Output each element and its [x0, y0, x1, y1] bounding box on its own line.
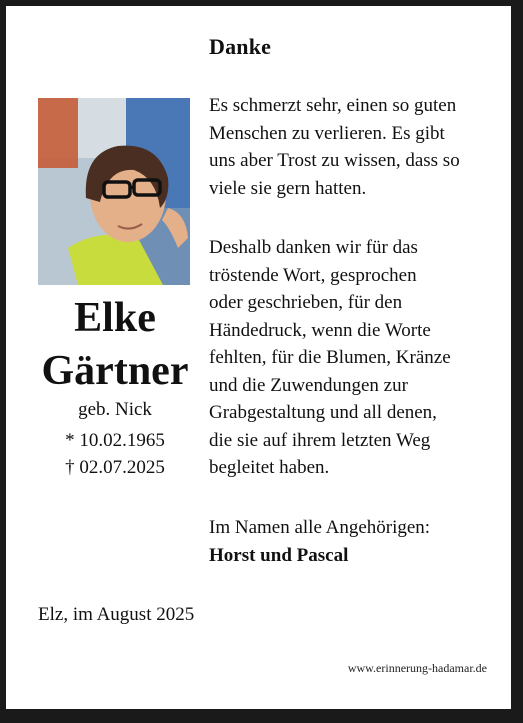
- message-line: und die Zuwendungen zur: [209, 374, 408, 396]
- message-line: Deshalb danken wir für das: [209, 237, 418, 258]
- message-paragraph-1: [209, 92, 460, 202]
- place-date: Elz, im August 2025: [38, 604, 195, 625]
- death-date: † 02.07.2025: [65, 457, 165, 478]
- message-line: fehlten, für die Blumen, Kränze: [209, 347, 451, 368]
- message-paragraph-3: [209, 514, 430, 542]
- message-paragraph-2: [209, 234, 451, 482]
- message-line: die sie auf ihrem letzten Weg: [209, 429, 431, 451]
- message-line: viele sie gern hatten.: [209, 177, 367, 199]
- message-line: Menschen zu verlieren. Es gibt: [209, 122, 445, 144]
- message-line: Grabgestaltung und all denen,: [209, 402, 437, 423]
- message-line: uns aber Trost zu wissen, dass so: [209, 150, 460, 171]
- portrait-photo: [38, 98, 190, 285]
- signature: Horst und Pascal: [209, 545, 349, 566]
- last-name: Gärtner: [41, 348, 189, 394]
- message-line: Es schmerzt sehr, einen so guten: [209, 95, 457, 116]
- message-line: oder geschrieben, für den: [209, 292, 403, 313]
- message-line: begleitet haben.: [209, 457, 330, 478]
- message-line: Im Namen alle Angehörigen:: [209, 517, 431, 538]
- birth-name: geb. Nick: [78, 399, 152, 420]
- message-line: Händedruck, wenn die Worte: [209, 319, 431, 341]
- birth-date: * 10.02.1965: [65, 430, 165, 451]
- first-name: Elke: [74, 295, 156, 341]
- heading: Danke: [209, 34, 272, 59]
- message-line: tröstende Wort, gesprochen: [209, 264, 417, 286]
- website-link[interactable]: www.erinnerung-hadamar.de: [347, 661, 487, 675]
